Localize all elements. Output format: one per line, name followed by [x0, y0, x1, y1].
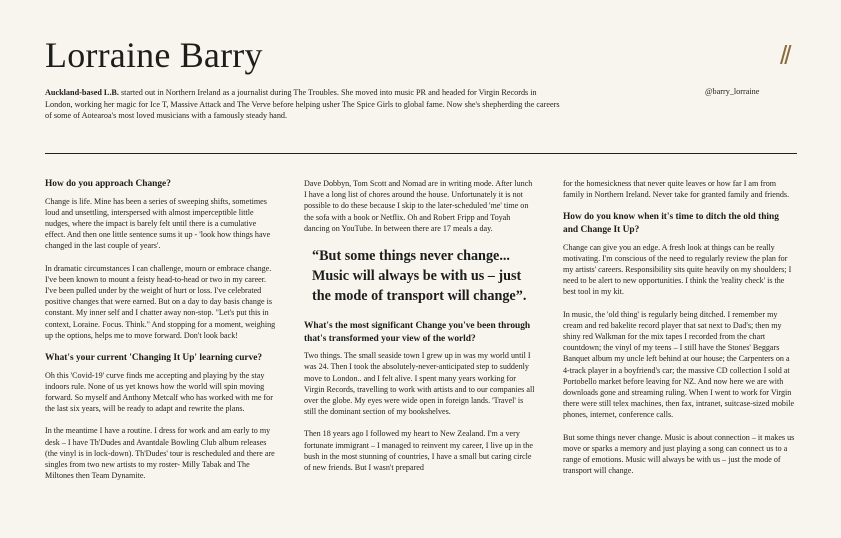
answer-paragraph: Change is life. Mine has been a series of sweeping shifts, sometimes loud and unsettling, interspersed with almost imperceptible little nudges, where the impact is barely felt until there is a cumulative effect. And then one little sentence sums it up - 'look how things have changed in the last couple of years'. — [45, 196, 271, 251]
intro-lead: Auckland-based L.B. — [45, 88, 119, 97]
page-title: Lorraine Barry — [45, 35, 263, 75]
answer-paragraph: Change can give you an edge. A fresh look at things can be really motivating. I'm conscious of the need to regularly review the plan for my artists' careers. Responsibility sits quite heavily on my shoulders; I need to be alert to new opportunities. I think the 'reality check' is the best tool in my kit. — [563, 242, 792, 297]
intro-paragraph — [45, 87, 565, 122]
column-2 — [304, 178, 536, 484]
question-heading: How do you know when it's time to ditch the old thing and Change It Up? — [563, 212, 779, 235]
header-divider — [45, 153, 797, 154]
answer-paragraph: Two things. The small seaside town I grew up in was my world until I was 24. Then I took the absolutely-never-anticipated step to suddenly move to London.. and I felt alive. I spent many years working for Virgin Records, travelling to work with artists and to our companies all over the globe. My eyes were wide open in foreign lands. 'Travel' is still the dominant section of my bookshelves. — [304, 351, 535, 417]
question-heading: What's the most significant Change you've been through that's transformed your view of the world? — [304, 321, 531, 344]
column-3 — [563, 178, 795, 487]
answer-paragraph: Then 18 years ago I followed my heart to New Zealand. I'm a very fortunate immigrant – I managed to reinvent my career, I live up in the bush in the most stunning of countries, I have a small but caring circle of new friends. But I wasn't prepared — [304, 429, 533, 473]
question-heading: What's your current 'Changing It Up' learning curve? — [45, 353, 263, 364]
answer-paragraph: Dave Dobbyn, Tom Scott and Nomad are in writing mode. After lunch I have a long list of chores around the house. Unfortunately it is not possible to do these because I skip to the later-scheduled 'me' time on the sofa with a book or Netflix. Oh and Robert Fripp and Toyah dancing on YouTube. In between there are 17 meals a day. — [304, 179, 533, 233]
answer-paragraph: In the meantime I have a routine. I dress for work and am early to my desk – I have Th'Dudes and Avantdale Bowling Club album releases (the vinyl is in lock-down). Th'Dudes' tour is rescheduled and there are singles from two new artists to my roster- Milly Tabak and The Miltones then Team Dynamite. — [45, 426, 275, 481]
answer-paragraph: But some things never change. Music is about connection – it makes us move or sparks a memory and just playing a song can connect us to a range of emotions. Music will always be with us – just the mode of transport will change. — [563, 432, 795, 476]
answer-paragraph: Oh this 'Covid-19' curve finds me accepting and playing by the stay indoors rule. None of us yet knows how the world will spin moving forward. So myself and Anthony Metcalf who has worked with me for the last six years, will be ready to adapt and rewrite the plans. — [45, 370, 273, 414]
answer-paragraph: for the homesickness that never quite leaves or how far I am from family in Northern Ireland. Never take for granted family and friends. — [563, 179, 790, 200]
question-heading: How do you approach Change? — [45, 179, 171, 189]
intro-text: started out in Northern Ireland as a journalist during The Troubles. She moved into music PR and headed for Virgin Records in London, working her magic for Ice T, Massive Attack and The Verve before helping usher The Spice Girls to global fame. Now she's shepherding the careers of some of Aotearoa's most loved musicians with a famously steady hand. — [45, 88, 560, 121]
social-handle[interactable]: @barry_lorraine — [705, 87, 760, 96]
answer-paragraph: In dramatic circumstances I can challenge, mourn or embrace change. I've been known to mount a feisty head-to-head or two in my career. I've been pulled under by the weight of hurt or loss. I've celebrated positive changes that were earned. But on a day to day basis change is constant. My inner self and I chatter away non-stop. "Let's put this in context, Loraine. Focus. Think." And stopping for a moment, weighing up the options, helps me to move forward. Don't look back! — [45, 263, 276, 340]
divider-mark: // — [780, 40, 789, 70]
pull-quote: “But some things never change... Music will always be with us – just the mode of transport will change”. — [312, 248, 527, 305]
answer-paragraph: In music, the 'old thing' is regularly being ditched. I remember my cream and red bakelite record player that sat next to Dad's; then my shiny red Walkman for the mix tapes I recorded from the chart countdown; the vinyl of my teens – I still have the Stones' Beggars Banquet album my uncle left behind at our house; the Carpenters on a 4-track player in a boyfriend's car; the massive CD collection I sold at Portobello market before leaving for NZ. And now here we are with downloads gone and streaming ruling. When I went to work for Virgin there were still telex machines, then fax, intranet, suitcase-sized mobile phones, internet, conference calls. — [563, 309, 795, 420]
column-1 — [45, 178, 277, 492]
